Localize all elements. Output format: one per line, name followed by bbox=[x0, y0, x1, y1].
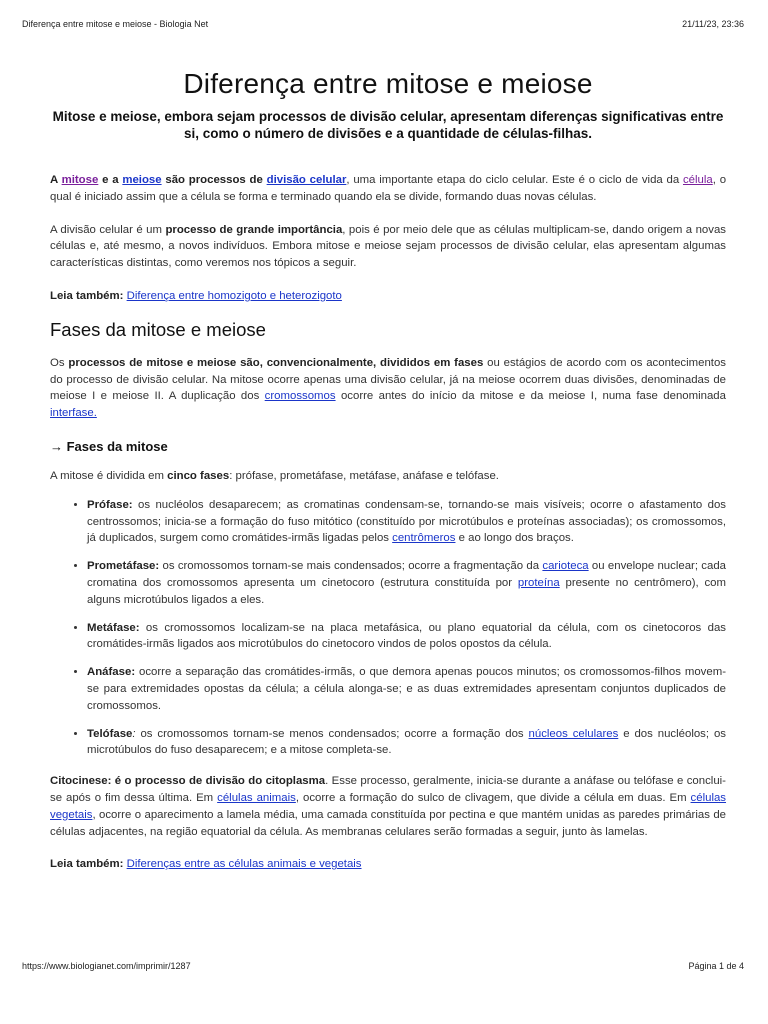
prometaphase-text2: ou envelope nuclear; cada cromatina dos cromossomos apresenta um cinetocoro (estrutura constituída por bbox=[87, 560, 726, 589]
prometaphase-term: Prometáfase: bbox=[87, 560, 160, 573]
intro-paragraph bbox=[50, 172, 726, 206]
p2-bold: processo de grande importância bbox=[165, 223, 343, 236]
interfase-link[interactable]: interfase. bbox=[50, 407, 97, 420]
centromeros-link[interactable]: centrômeros bbox=[392, 532, 456, 545]
nucleos-celulares-link[interactable]: núcleos celulares bbox=[528, 727, 619, 740]
telophase-text1: os cromossomos tornam-se menos condensados; ocorre a formação dos bbox=[135, 727, 529, 740]
list-item-prometaphase bbox=[87, 558, 726, 608]
print-footer-page: Página 1 de 4 bbox=[688, 961, 744, 971]
list-item-prophase bbox=[87, 497, 726, 547]
prophase-term: Prófase: bbox=[87, 498, 133, 511]
p2-start: A divisão celular é um bbox=[50, 223, 166, 236]
prophase-text2: e ao longo dos braços. bbox=[455, 532, 574, 545]
p1-rest2: , o qual é iniciado assim que a célula se forma e terminado quando ela se divide, formando duas novas células. bbox=[50, 174, 727, 203]
p3-bold: processos de mitose e meiose são, convencionalmente, divididos em fases bbox=[68, 356, 484, 369]
carioteca-link[interactable]: carioteca bbox=[542, 560, 589, 573]
prometaphase-text1: os cromossomos tornam-se mais condensados; ocorre a fragmentação da bbox=[159, 560, 543, 573]
celulas-animais-link[interactable]: células animais bbox=[217, 791, 296, 804]
article bbox=[50, 66, 726, 873]
read-also-label: Leia também: bbox=[50, 289, 124, 302]
metaphase-term: Metáfase: bbox=[87, 621, 140, 634]
proteina-link[interactable]: proteína bbox=[517, 576, 560, 589]
p5-rest3: , ocorre o aparecimento a lamela média, uma camada constituída por pectina e que mantém unidas as paredes primárias de células adjacentes, na região equatorial da célula. As membranas celulares serão formadas a seguir, junto às lamelas. bbox=[50, 808, 726, 838]
print-header bbox=[22, 19, 744, 29]
read-also-2 bbox=[50, 856, 726, 873]
mitose-link[interactable]: mitose bbox=[61, 174, 99, 186]
cytokinesis-paragraph bbox=[50, 773, 726, 840]
prometaphase-text3: presente no centrômero), com alguns microtúbulos ligados a eles. bbox=[87, 576, 726, 606]
importance-paragraph bbox=[50, 222, 726, 272]
p1-sao: são processos de bbox=[161, 174, 267, 186]
p2-rest: , pois é por meio dele que as células multiplicam-se, dando origem a novas células e, até mesmo, a novos indivíduos. Embora mitose e meiose sejam processos de divisão celular, elas apresentam algumas características distintas, como veremos nos tópicos a seguir. bbox=[50, 223, 726, 270]
p4-rest: : prófase, prometáfase, metáfase, anáfase e telófase. bbox=[229, 469, 499, 482]
p4-bold: cinco fases bbox=[167, 469, 230, 482]
meiose-link[interactable]: meiose bbox=[122, 174, 162, 186]
list-item-anaphase bbox=[87, 664, 726, 714]
p1-rest1: , uma importante etapa do ciclo celular. Este é o ciclo de vida da bbox=[346, 174, 683, 186]
p3-rest1: ou estágios de acordo com os acontecimentos do processo de divisão celular. Na mitose ocorre apenas uma divisão celular, já na meiose ocorrem duas divisões, denominadas de meiose I e meiose II. A duplicação dos bbox=[50, 356, 726, 403]
telophase-term: Telófase bbox=[87, 727, 133, 740]
print-header-datetime: 21/11/23, 23:36 bbox=[682, 19, 744, 29]
p3-os: Os bbox=[50, 356, 69, 369]
celulas-vegetais-link[interactable]: células vegetais bbox=[50, 791, 727, 821]
divisao-celular-link[interactable]: divisão celular bbox=[266, 174, 347, 186]
read-also-1 bbox=[50, 288, 726, 305]
p5-bold: Citocinese: é o processo de divisão do citoplasma bbox=[50, 775, 326, 788]
celula-link[interactable]: célula bbox=[682, 174, 713, 186]
telophase-colon: : bbox=[132, 727, 136, 740]
article-subtitle: Mitose e meiose, embora sejam processos de divisão celular, apresentam diferenças significativas entre si, como o número de divisões e a quantidade de células-filhas. bbox=[52, 109, 724, 141]
telophase-text2: e dos nucléolos; os microtúbulos do fuso desaparecem; e a mitose completa-se. bbox=[87, 727, 726, 757]
p5-rest1: . Esse processo, geralmente, inicia-se durante a anáfase ou telófase e conclui-se após o fim dessa última. Em bbox=[50, 775, 726, 804]
p4-start: A mitose é dividida em bbox=[50, 469, 168, 482]
p1-e-a: e a bbox=[98, 174, 123, 186]
anaphase-text: ocorre a separação das cromátides-irmãs, o que demora apenas poucos minutos; os cromossomos-filhos movem-se para extremidades opostas da célula; a célula alonga-se; e as duas extremidades apresentam conjuntos duplicados de cromossomos. bbox=[87, 666, 726, 712]
print-footer bbox=[22, 961, 744, 971]
celulas-animais-vegetais-link[interactable]: Diferenças entre as células animais e vegetais bbox=[126, 858, 362, 871]
anaphase-term: Anáfase: bbox=[87, 666, 136, 679]
read-also-label-2: Leia também: bbox=[50, 858, 124, 871]
list-item-telophase bbox=[87, 726, 726, 760]
section-heading-fases: Fases da mitose e meiose bbox=[50, 318, 266, 340]
print-footer-url: https://www.biologianet.com/imprimir/1287 bbox=[22, 961, 191, 971]
p3-rest2: ocorre antes do início da mitose e da meiose I, numa fase denominada bbox=[335, 390, 726, 403]
prophase-text1: os nucléolos desaparecem; as cromatinas condensam-se, tornando-se mais visíveis; ocorre o afastamento dos centrossomos; inicia-se a formação do fuso mitótico (constituído por microtúbulos e proteínas associadas); os cromossomos, já duplicados, surgem como cromátides-irmãs ligadas pelos bbox=[87, 498, 726, 545]
homozigoto-heterozigoto-link[interactable]: Diferença entre homozigoto e heterozigoto bbox=[126, 289, 342, 302]
phases-intro-paragraph bbox=[50, 355, 726, 422]
metaphase-text: os cromossomos localizam-se na placa metafásica, ou plano equatorial da célula, com os cinetocoros das cromátides-irmãs ligados aos microtúbulos do cinetocoro vindos de polos opostos da célula. bbox=[87, 621, 726, 651]
list-item-metaphase bbox=[87, 620, 726, 654]
p1-a: A bbox=[50, 174, 62, 186]
p5-rest2: , ocorre a formação do sulco de clivagem, que divide a célula em duas. Em bbox=[295, 791, 691, 804]
mitosis-phases-intro bbox=[50, 468, 726, 485]
mitosis-phases-list bbox=[50, 497, 726, 759]
cromossomos-link[interactable]: cromossomos bbox=[264, 390, 336, 403]
print-header-title: Diferença entre mitose e meiose - Biologia Net bbox=[22, 19, 209, 29]
subsection-heading-mitose: → Fases da mitose bbox=[50, 438, 168, 454]
article-title: Diferença entre mitose e meiose bbox=[183, 68, 593, 99]
